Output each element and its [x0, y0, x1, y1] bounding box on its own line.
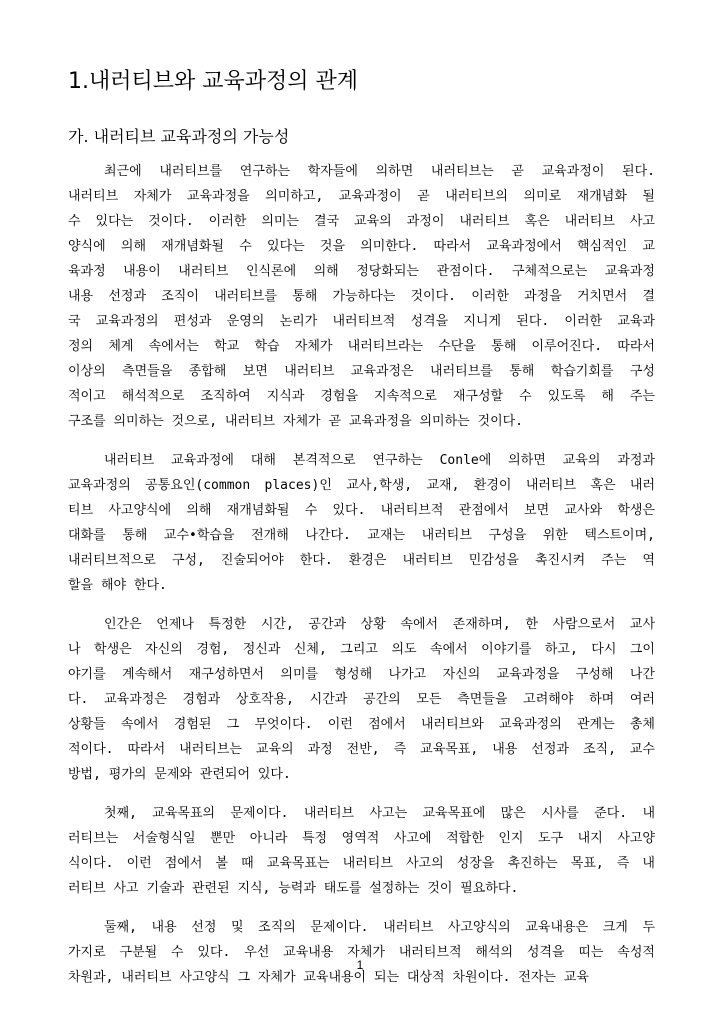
text-line: 다. 교육과정은 경험과 상호작용, 시간과 공간의 모든 측면들을 고려해야 하며 여러 [68, 692, 655, 707]
text-line: 최근에 내러티브를 연구하는 학자들에 의하면 내러티브는 곧 교육과정이 된다. [104, 164, 655, 179]
text-line: 이상의 측면들을 종합해 보면 내러티브 교육과정은 내러티브를 통해 학습기회를 구성 [68, 364, 655, 379]
text-line: 티브 사고양식에 의해 재개념화될 수 있다. 내러티브적 관점에서 보면 교사와 학생은 [68, 503, 655, 518]
text-line: 상황들 속에서 경험된 그 무엇이다. 이런 점에서 내러티브와 교육과정의 관계는 총체 [68, 717, 655, 732]
text-line: 야기를 계속해서 재구성하면서 의미를 형성해 나가고 자신의 교육과정을 구성해 나간 [68, 667, 655, 682]
text-line: 할을 해야 한다. [68, 578, 167, 593]
text-line: 육과정 내용이 내러티브 인식론에 의해 정당화되는 관점이다. 구체적으로는 교육과정 [68, 264, 655, 279]
text-line: 러티브는 서술형식일 뿐만 아니라 특정 영역적 사고에 적합한 인지 도구 내지 사고양 [68, 831, 655, 846]
text-line: 내러티브적으로 구성, 진술되어야 한다. 환경은 내러티브 민감성을 촉진시켜 주는 역 [68, 553, 655, 568]
section-heading: 1.내러티브와 교육과정의 관계 [68, 69, 359, 94]
body-text [68, 159, 655, 1004]
text-line: 둘째, 내용 선정 및 조직의 문제이다. 내러티브 사고양식의 교육내용은 크게 두 [104, 920, 655, 935]
text-line: 러티브 사고 기술과 관련된 지식, 능력과 태도를 설정하는 것이 필요하다. [68, 881, 519, 896]
text-line: 차원과, 내러티브 사고양식 그 자체가 교육내용이 되는 대상적 차원이다. 전자는 교육 [68, 970, 589, 985]
text-line: 방법, 평가의 문제와 관련되어 있다. [68, 767, 291, 782]
text-line: 양식에 의해 재개념화될 수 있다는 것을 의미한다. 따라서 교육과정에서 핵심적인 교 [68, 239, 655, 254]
paragraph [68, 448, 655, 598]
text-line: 식이다. 이런 점에서 볼 때 교육목표는 내러티브 사고의 성장을 촉진하는 목표, 즉 내 [68, 856, 655, 871]
text-line: 수 있다는 것이다. 이러한 의미는 결국 교육의 과정이 내러티브 혹은 내러티브 사고 [68, 214, 655, 229]
text-line: 정의 체계 속에서는 학교 학습 자체가 내러티브라는 수단을 통해 이루어진다. 따라서 [68, 339, 655, 354]
text-line: 적이고 해석적으로 조직하여 지식과 경험을 지속적으로 재구성할 수 있도록 해 주는 [68, 389, 655, 404]
text-line: 구조를 의미하는 것으로, 내러티브 자체가 곧 교육과정을 의미하는 것이다. [68, 414, 524, 429]
page-number: 1 [356, 958, 364, 972]
paragraph [68, 159, 655, 434]
text-line: 내러티브 자체가 교육과정을 의미하고, 교육과정이 곧 내러티브의 의미로 재개념화 될 [68, 189, 655, 204]
text-line: 국 교육과정의 편성과 운영의 논리가 내러티브적 성격을 지니게 된다. 이러한 교육과 [68, 314, 655, 329]
paragraph [68, 801, 655, 901]
text-line: 첫째, 교육목표의 문제이다. 내러티브 사고는 교육목표에 많은 시사를 준다. 내 [104, 806, 655, 821]
paragraph [68, 915, 655, 990]
text-line: 내용 선정과 조직이 내러티브를 통해 가능하다는 것이다. 이러한 과정을 거치면서 결 [68, 289, 655, 304]
paragraph [68, 612, 655, 787]
text-line: 나 학생은 자신의 경험, 정신과 신체, 그리고 의도 속에서 이야기를 하고, 다시 그이 [68, 642, 655, 657]
text-line: 교육과정의 공통요인(common places)인 교사,학생, 교재, 환경이 내러티브 혹은 내러 [68, 478, 655, 493]
text-line: 적이다. 따라서 내러티브는 교육의 과정 전반, 즉 교육목표, 내용 선정과 조직, 교수 [68, 742, 655, 757]
text-line: 가지로 구분될 수 있다. 우선 교육내용 자체가 내러티브적 해석의 성격을 띠는 속성적 [68, 945, 655, 960]
text-line: 인간은 언제나 특정한 시간, 공간과 상황 속에서 존재하며, 한 사람으로서 교사 [104, 617, 655, 632]
text-line: 대화를 통해 교수•학습을 전개해 나간다. 교재는 내러티브 구성을 위한 텍스트이며, [68, 528, 655, 543]
subsection-heading: 가. 내러티브 교육과정의 가능성 [68, 127, 290, 146]
text-line: 내러티브 교육과정에 대해 본격적으로 연구하는 Conle에 의하면 교육의 과정과 [104, 453, 655, 468]
